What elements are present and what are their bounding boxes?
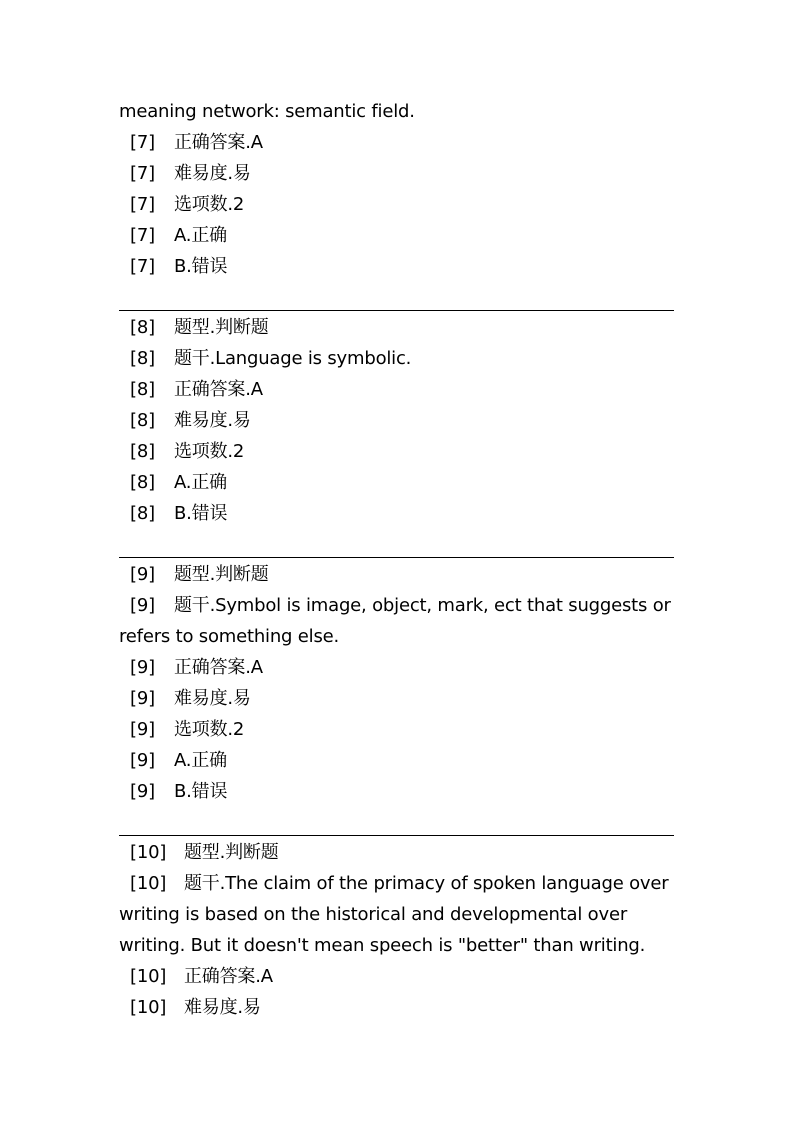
q9-difficulty: 难易度.易 [174, 688, 251, 709]
q9-number: [9] [130, 781, 155, 802]
q9-number: [9] [130, 657, 155, 678]
q9-type: 题型.判断题 [174, 564, 269, 585]
q7-option-b-row [130, 256, 227, 278]
q7-option-a: A.正确 [174, 225, 227, 246]
q10-number: [10] [130, 997, 167, 1018]
separator-rule [119, 557, 674, 558]
q7-difficulty: 难易度.易 [174, 163, 251, 184]
q8-answer-row [130, 379, 263, 401]
q7-option-b: B.错误 [174, 256, 228, 277]
q10-answer-row [130, 966, 273, 988]
q10-difficulty-row [130, 997, 261, 1019]
q10-stem: 题干.The claim of the primacy of spoken language over [184, 873, 669, 894]
q9-number: [9] [130, 688, 155, 709]
q9-number: [9] [130, 595, 155, 616]
q10-type: 题型.判断题 [184, 842, 279, 863]
separator-rule [119, 835, 674, 836]
q8-number: [8] [130, 441, 155, 462]
q7-option-count: 选项数.2 [174, 194, 245, 215]
q7-number: [7] [130, 225, 155, 246]
q8-option-count: 选项数.2 [174, 441, 245, 462]
q8-stem: 题干.Language is symbolic. [174, 348, 412, 369]
q7-answer: 正确答案.A [174, 132, 263, 153]
q8-number: [8] [130, 348, 155, 369]
q9-number: [9] [130, 750, 155, 771]
q8-stem-row [130, 348, 411, 370]
q8-option-b: B.错误 [174, 503, 228, 524]
q10-stem-continuation-2: writing. But it doesn't mean speech is "better" than writing. [119, 935, 646, 956]
q8-number: [8] [130, 379, 155, 400]
q9-option-count-row [130, 719, 244, 741]
q10-number: [10] [130, 966, 167, 987]
q10-difficulty: 难易度.易 [184, 997, 261, 1018]
q8-answer: 正确答案.A [174, 379, 263, 400]
q7-number: [7] [130, 256, 155, 277]
q10-type-row [130, 842, 279, 864]
q7-number: [7] [130, 132, 155, 153]
intro-text: meaning network: semantic field. [119, 101, 415, 122]
q9-option-count: 选项数.2 [174, 719, 245, 740]
q9-stem-row [130, 595, 671, 617]
q10-number: [10] [130, 873, 167, 894]
q10-stem-row [130, 873, 668, 895]
q8-type-row [130, 317, 269, 339]
q9-number: [9] [130, 719, 155, 740]
q9-option-a: A.正确 [174, 750, 227, 771]
q8-option-a-row [130, 472, 227, 494]
q10-answer: 正确答案.A [184, 966, 273, 987]
q8-number: [8] [130, 410, 155, 431]
q8-number: [8] [130, 317, 155, 338]
q9-type-row [130, 564, 269, 586]
q8-difficulty: 难易度.易 [174, 410, 251, 431]
q7-answer-row [130, 132, 263, 154]
q9-answer: 正确答案.A [174, 657, 263, 678]
q10-number: [10] [130, 842, 167, 863]
q8-number: [8] [130, 472, 155, 493]
q9-stem: 题干.Symbol is image, object, mark, ect that suggests or [174, 595, 671, 616]
q7-number: [7] [130, 194, 155, 215]
q9-stem-continuation: refers to something else. [119, 626, 340, 647]
q9-option-b: B.错误 [174, 781, 228, 802]
q9-answer-row [130, 657, 263, 679]
q7-difficulty-row [130, 163, 251, 185]
q9-option-b-row [130, 781, 227, 803]
q8-option-count-row [130, 441, 244, 463]
q8-type: 题型.判断题 [174, 317, 269, 338]
q7-option-a-row [130, 225, 227, 247]
q8-option-a: A.正确 [174, 472, 227, 493]
q8-difficulty-row [130, 410, 251, 432]
q7-option-count-row [130, 194, 244, 216]
separator-rule [119, 310, 674, 311]
q9-number: [9] [130, 564, 155, 585]
q8-option-b-row [130, 503, 227, 525]
q9-difficulty-row [130, 688, 251, 710]
q7-number: [7] [130, 163, 155, 184]
q9-option-a-row [130, 750, 227, 772]
q8-number: [8] [130, 503, 155, 524]
q10-stem-continuation-1: writing is based on the historical and developmental over [119, 904, 628, 925]
